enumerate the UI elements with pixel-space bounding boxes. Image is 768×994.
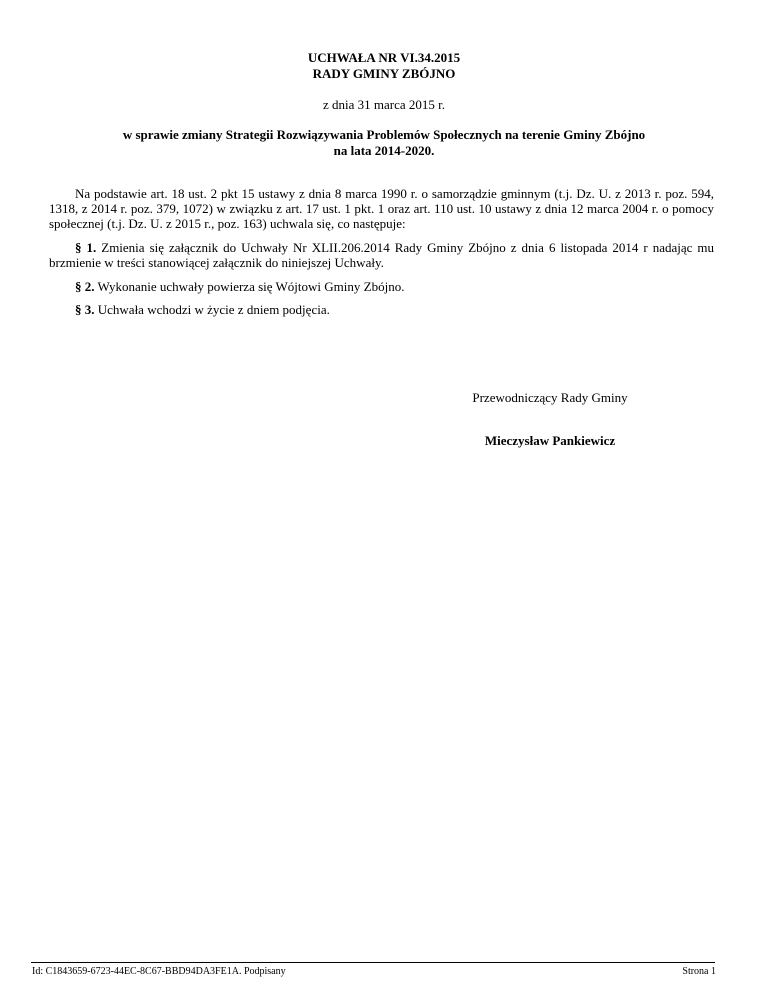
section-3-text: Uchwała wchodzi w życie z dniem podjęcia.: [97, 302, 330, 317]
section-2-text: Wykonanie uchwały powierza się Wójtowi Gminy Zbójno.: [97, 279, 405, 294]
section-3-paragraph: [49, 302, 714, 317]
section-1-label: § 1.: [75, 240, 97, 255]
section-2-label: § 2.: [75, 279, 95, 294]
section-1-paragraph: [49, 240, 714, 270]
section-1-text: Zmienia się załącznik do Uchwały Nr XLII.206.2014 Rady Gminy Zbójno z dnia 6 listopada 2014 r nadając mu brzmienie w treści stanowiącej załącznik do niniejszej Uchwały.: [49, 240, 714, 270]
resolution-number: UCHWAŁA NR VI.34.2015: [307, 50, 461, 65]
page-number: Strona 1: [682, 966, 716, 977]
document-id: Id: C1843659-6723-44EC-8C67-BBD94DA3FE1A. Podpisany: [32, 966, 286, 977]
signature-name: Mieczysław Pankiewicz: [484, 433, 616, 448]
signature-title: Przewodniczący Rady Gminy: [472, 390, 628, 405]
resolution-subject-line1: w sprawie zmiany Strategii Rozwiązywania Problemów Społecznych na terenie Gminy Zbójno: [122, 127, 646, 142]
preamble-paragraph: Na podstawie art. 18 ust. 2 pkt 15 ustawy z dnia 8 marca 1990 r. o samorządzie gminnym (t.j. Dz. U. z 2013 r. poz. 594, 1318, z 2014 r. poz. 379, 1072) w związku z art. 17 ust. 1 pkt. 1 oraz art. 110 ust. 10 ustawy z dnia 12 marca 2004 r. o pomocy społecznej (t.j. Dz. U. z 2015 r., poz. 163) uchwala się, co następuje:: [49, 186, 714, 231]
resolution-subject-line2: na lata 2014-2020.: [333, 143, 435, 158]
council-name: RADY GMINY ZBÓJNO: [312, 66, 456, 81]
section-3-label: § 3.: [75, 302, 95, 317]
resolution-date: z dnia 31 marca 2015 r.: [322, 97, 445, 112]
section-2-paragraph: [49, 279, 714, 294]
footer-divider: [31, 962, 715, 963]
